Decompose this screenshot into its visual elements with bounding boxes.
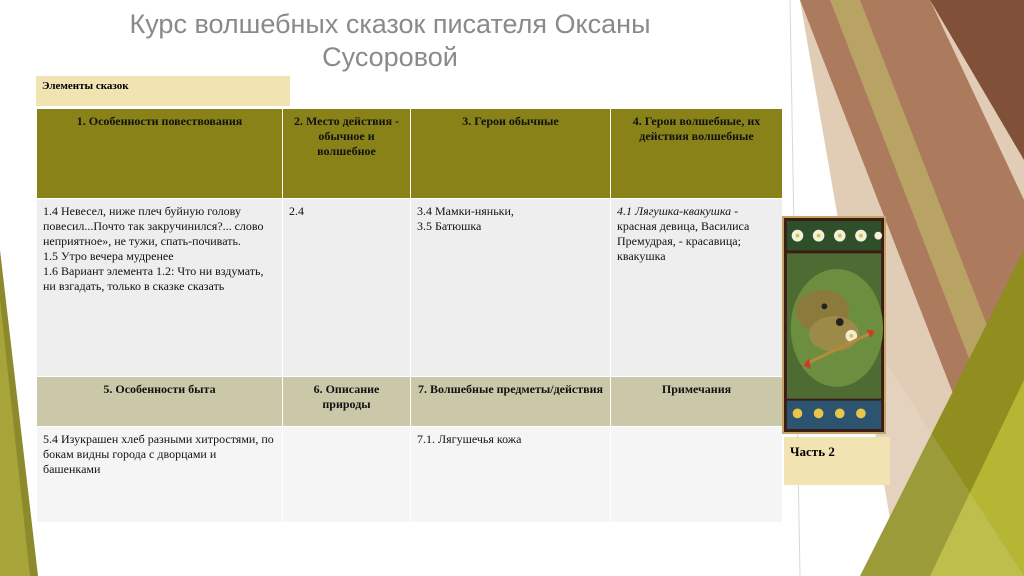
header-cell: 1. Особенности повествования — [37, 109, 283, 199]
part-caption: Часть 2 — [784, 437, 890, 485]
fairy-tale-elements-table — [36, 108, 783, 523]
italic-hero-name: 4.1 Лягушка-квакушка — [617, 204, 732, 218]
table-row-1 — [37, 199, 783, 377]
header-cell: 5. Особенности быта — [37, 377, 283, 427]
header-cell: 7. Волшебные предметы/действия — [411, 377, 611, 427]
header-cell: 3. Герои обычные — [411, 109, 611, 199]
table-cell: 1.4 Невесел, ниже плеч буйную голову повесил...Почто так закручинился?... слово неприятное», не тужи, спать-почивать. 1.5 Утро вечера мудренее 1.6 Вариант элемента 1.2: Что ни вздумать, ни взгадать, только в сказке сказать — [37, 199, 283, 377]
header-cell: 4. Герои волшебные, их действия волшебные — [611, 109, 783, 199]
elements-label: Элементы сказок — [36, 76, 290, 106]
table-row-2 — [37, 427, 783, 523]
table-cell: 3.4 Мамки-няньки, 3.5 Батюшка — [411, 199, 611, 377]
header-cell: 6. Описание природы — [283, 377, 411, 427]
header-cell: 2. Место действия - обычное и волшебное — [283, 109, 411, 199]
table-cell — [611, 199, 783, 377]
table-cell — [283, 427, 411, 523]
header-cell: Примечания — [611, 377, 783, 427]
hero-description: - красная девица, Василиса Премудрая, - красавица; квакушка — [617, 204, 750, 263]
table-cell — [611, 427, 783, 523]
table-header-row-2 — [37, 377, 783, 427]
table-cell: 5.4 Изукрашен хлеб разными хитростями, по бокам видны города с дворцами и башенками — [37, 427, 283, 523]
table-cell: 2.4 — [283, 199, 411, 377]
table-header-row-1 — [37, 109, 783, 199]
frog-illustration-icon — [782, 216, 886, 434]
slide-title: Курс волшебных сказок писателя Оксаны Сусоровой — [129, 9, 651, 72]
table-cell: 7.1. Лягушечья кожа — [411, 427, 611, 523]
